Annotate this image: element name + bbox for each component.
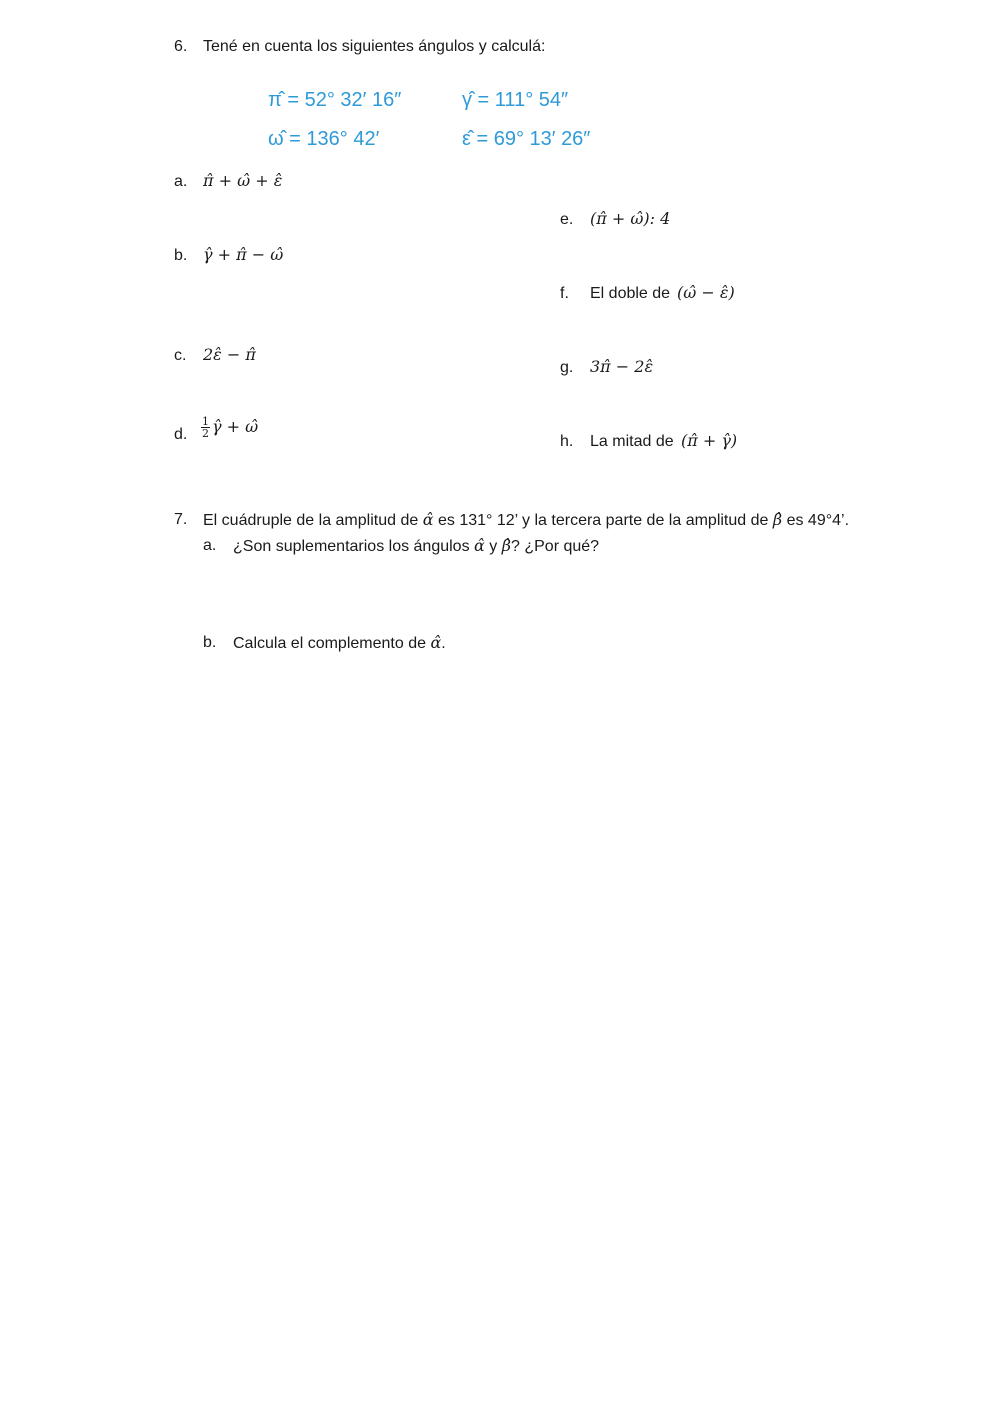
q7b-label: b. — [203, 634, 217, 651]
q7-number: 7. — [174, 511, 188, 528]
q6-prompt: Tené en cuenta los siguientes ángulos y calculá: — [203, 38, 546, 55]
alpha-symbol: α̂ — [422, 510, 434, 529]
given-pi: π̂ = 52° 32′ 16″ — [268, 89, 402, 111]
q7-text-part3: es 49°4’. — [786, 512, 850, 529]
item-text: La mitad de — [590, 433, 674, 450]
item-text: El doble de — [590, 285, 671, 302]
item-expression: π̂ + ω̂ + ε̂ — [203, 171, 283, 190]
item-expression: 3π̂ − 2ε̂ — [590, 357, 654, 376]
q7a-label: a. — [203, 537, 217, 554]
beta-symbol: β̂ — [772, 510, 783, 529]
q7-statement — [203, 510, 849, 531]
item-expression: (ω̂ − ε̂) — [677, 283, 735, 302]
q7a-text1: ¿Son suplementarios los ángulos — [233, 538, 470, 555]
beta-symbol: β̂ — [501, 536, 511, 555]
q7a-question — [233, 536, 599, 557]
item-expression: γ̂ + ω̂ — [212, 417, 259, 436]
item-label: e. — [560, 211, 574, 228]
item-expression: (π̂ + ω̂): 4 — [590, 209, 671, 228]
q7a-text2: y — [489, 538, 498, 555]
fraction-denominator: 2 — [202, 427, 209, 440]
q7b-text1: Calcula el complemento de — [233, 635, 426, 652]
item-expression: (π̂ + γ̂) — [681, 431, 738, 450]
q6-number: 6. — [174, 38, 188, 55]
item-label: h. — [560, 433, 574, 450]
item-label: a. — [174, 173, 188, 190]
item-label: b. — [174, 247, 188, 264]
alpha-symbol: α̂ — [430, 633, 442, 652]
given-gamma: γ̂ = 111° 54″ — [462, 89, 569, 111]
q7a-text3: ? ¿Por qué? — [511, 538, 600, 555]
item-expression: γ̂ + π̂ − ω̂ — [203, 245, 284, 264]
item-label: g. — [560, 359, 574, 376]
item-label: d. — [174, 426, 188, 443]
item-label: c. — [174, 347, 187, 364]
given-epsilon: ε̂ = 69° 13′ 26″ — [462, 128, 591, 150]
item-expression: 2ε̂ − π̂ — [203, 345, 256, 364]
q7b-text2: . — [441, 635, 446, 652]
given-omega: ω̂ = 136° 42′ — [268, 128, 380, 150]
q7b-question — [233, 633, 446, 654]
fraction-numerator: 1 — [202, 415, 209, 428]
q7-text-part1: El cuádruple de la amplitud de — [203, 512, 419, 529]
q7-text-part2: es 131° 12’ y la tercera parte de la amplitud de — [437, 512, 769, 529]
item-label: f. — [560, 285, 569, 302]
fraction-one-half — [201, 416, 210, 439]
alpha-symbol: α̂ — [474, 536, 485, 555]
item-expression-fraction — [201, 416, 258, 439]
